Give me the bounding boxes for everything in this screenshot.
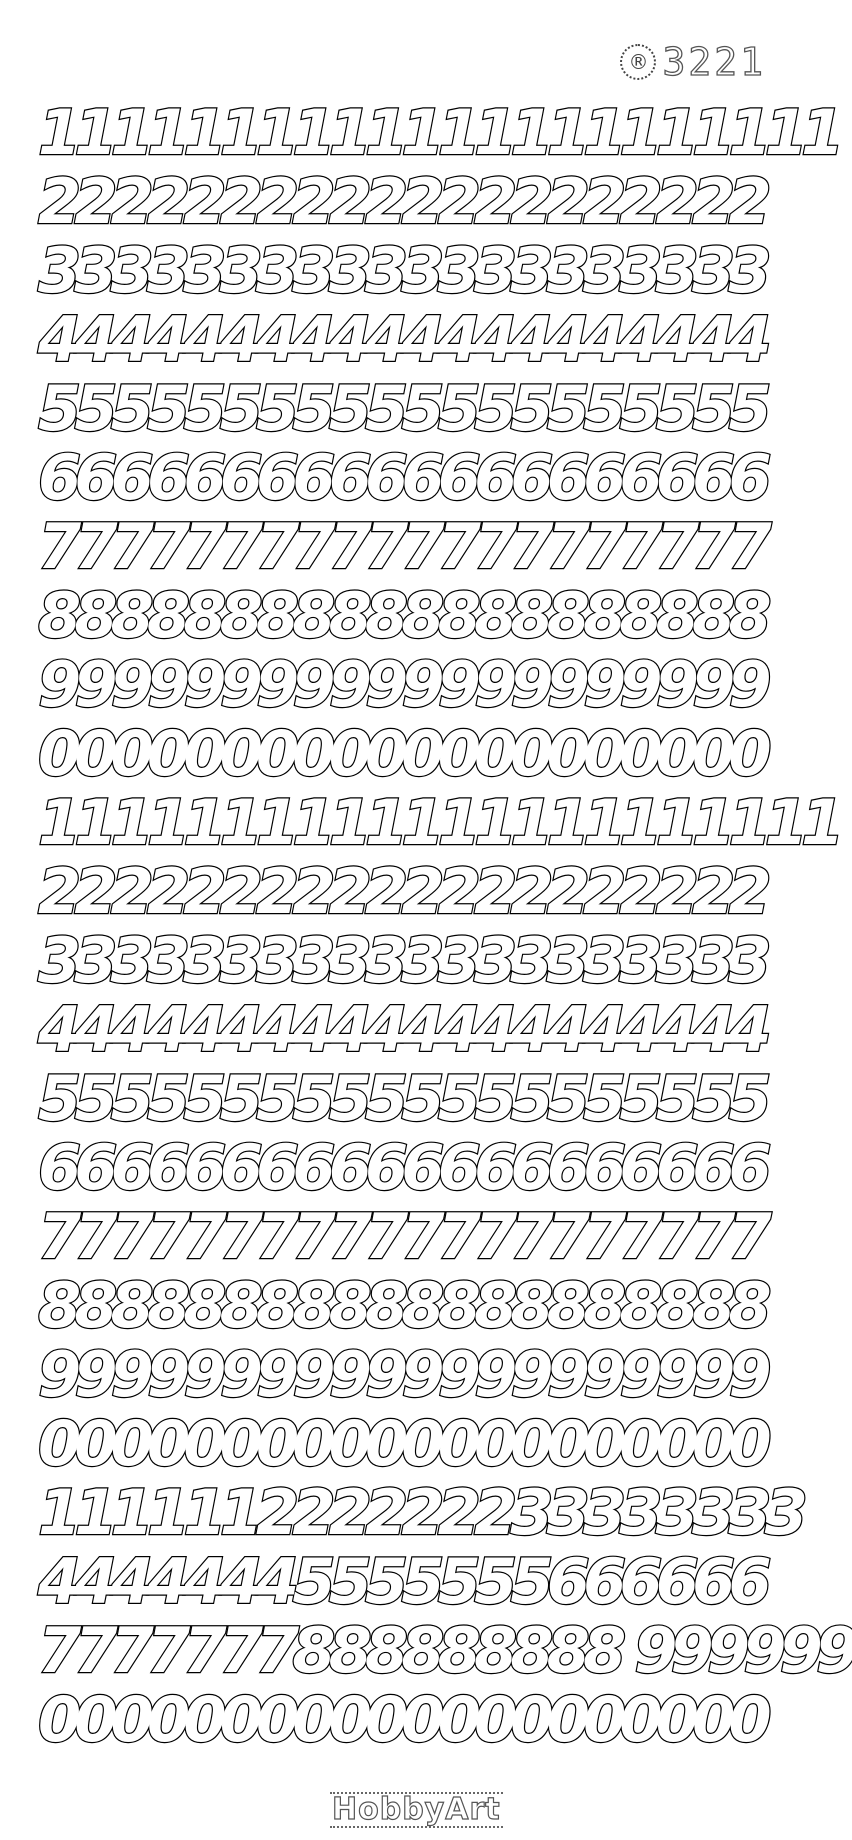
sticker-digits: 1111111111111111111111 [38,96,838,169]
number-rows [38,96,852,1756]
sticker-row [38,374,766,443]
sticker-row [38,650,766,719]
sticker-digits: 55555555555555555555 [38,1062,765,1135]
sticker-digits: 44444444444444444444 [38,993,765,1066]
sticker-row [38,1614,852,1687]
sticker-digits: 44444444444444444444 [38,303,765,376]
sticker-row [38,581,766,650]
sticker-digits: 66666666666666666666 [38,1131,765,1204]
sticker-row [38,786,838,859]
sticker-row [38,1271,766,1340]
sticker-row [38,1409,766,1478]
sticker-digits: 66666666666666666666 [38,441,765,514]
sticker-digits: 33333333333333333333 [38,924,765,997]
sticker-row [38,995,766,1064]
sticker-row [38,1133,766,1202]
sticker-row [38,1064,766,1133]
sticker-row [38,443,766,512]
sticker-digits: 99999999999999999999 [38,1338,765,1411]
sticker-digits: 77777777777777777777 [38,510,765,583]
sticker-digits: 88888888888888888888 [38,579,765,652]
brand-logo [330,1792,503,1828]
sticker-row [38,512,766,581]
sticker-digits: 33333333333333333333 [38,234,765,307]
sticker-row [38,926,766,995]
sticker-digits: 111111222222233333333 [38,1476,802,1549]
sticker-row [38,305,766,374]
sticker-row [38,1685,766,1754]
sticker-digits: 44444445555555666666 [38,1545,765,1618]
sticker-row [38,1476,802,1549]
sticker-row [38,719,766,788]
sticker-digits: 88888888888888888888 [38,1269,765,1342]
sheet-code-number: 3221 [662,40,766,84]
sticker-digits: 00000000000000000000 [38,1683,765,1756]
sticker-digits: 22222222222222222222 [38,855,765,928]
sticker-row [38,1547,766,1616]
sticker-row [38,1202,766,1271]
sticker-row [38,1340,766,1409]
sticker-row [38,236,766,305]
sticker-row [38,96,838,169]
brand-logo-text: HobbyArt [332,1792,501,1827]
sticker-digits: 77777777777777777777 [38,1200,765,1273]
registered-icon: ® [620,44,656,80]
sticker-digits: 1111111111111111111111 [38,786,838,859]
sticker-digits: 7777777888888888 999999 [38,1614,852,1687]
sticker-digits: 99999999999999999999 [38,648,765,721]
sticker-row [38,167,766,236]
sheet-code-mark [620,40,766,84]
sticker-row [38,857,766,926]
sticker-digits: 00000000000000000000 [38,717,765,790]
sticker-digits: 22222222222222222222 [38,165,765,238]
sticker-digits: 55555555555555555555 [38,372,765,445]
sticker-digits: 00000000000000000000 [38,1407,765,1480]
